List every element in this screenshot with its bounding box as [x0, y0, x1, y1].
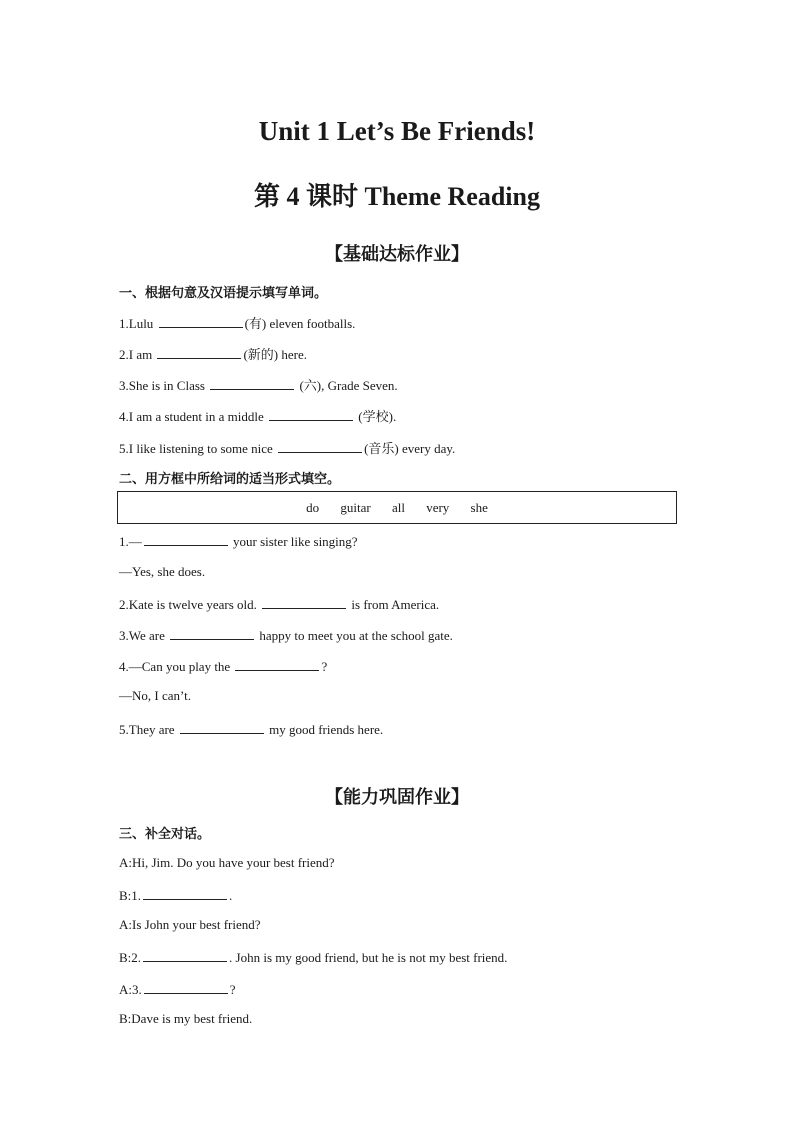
answer-line: —No, I can’t.	[119, 688, 191, 703]
word-box-item: all	[391, 500, 405, 515]
dialogue-text: ?	[229, 982, 236, 997]
question-text: your sister like singing?	[233, 534, 358, 549]
answer-blank[interactable]	[143, 886, 227, 900]
answer-blank[interactable]	[157, 345, 241, 359]
question-text: my good friends here.	[269, 722, 384, 737]
answer-blank[interactable]	[170, 626, 254, 640]
dialogue-line	[119, 980, 236, 998]
question-line	[119, 438, 455, 457]
question-line	[119, 313, 355, 332]
question-text: 5.I like listening to some nice	[119, 441, 273, 456]
question-text: 4.I am a student in a middle	[119, 409, 264, 424]
question-text: ?	[321, 659, 328, 674]
answer-blank[interactable]	[269, 407, 353, 421]
word-box-item: very	[426, 500, 450, 515]
question-line	[119, 375, 398, 394]
answer-blank[interactable]	[180, 720, 264, 734]
question-line	[119, 626, 453, 644]
question-text: 2.Kate is twelve years old.	[119, 597, 257, 612]
page-subtitle: 第 4 课时 Theme Reading	[253, 182, 540, 211]
word-box-item: guitar	[340, 500, 371, 515]
dialogue-line: A:Hi, Jim. Do you have your best friend?	[119, 855, 335, 870]
page-title: Unit 1 Let’s Be Friends!	[258, 116, 536, 146]
question-line	[119, 657, 327, 675]
question-line	[119, 406, 396, 425]
dialogue-line: A:Is John your best friend?	[119, 917, 261, 932]
answer-blank[interactable]	[144, 532, 228, 546]
word-box-item: she	[470, 500, 488, 515]
question-text: 1.Lulu	[119, 316, 154, 331]
question-text: (音乐) every day.	[364, 441, 456, 456]
question-text: (学校).	[358, 409, 397, 424]
dialogue-text: B:2.	[119, 950, 142, 965]
dialogue-text: A:3.	[119, 982, 142, 997]
question-line	[119, 595, 439, 613]
dialogue-line	[119, 886, 232, 904]
question-text: happy to meet you at the school gate.	[259, 628, 453, 643]
answer-blank[interactable]	[210, 376, 294, 390]
question-text: 4.—Can you play the	[119, 659, 231, 674]
dialogue-line	[119, 948, 507, 966]
question-text: 5.They are	[119, 722, 175, 737]
part2-heading: 二、用方框中所给词的适当形式填空。	[119, 472, 341, 487]
section-heading-basic: 【基础达标作业】	[325, 244, 469, 265]
dialogue-line: B:Dave is my best friend.	[119, 1011, 253, 1026]
dialogue-text: . John is my good friend, but he is not my best friend.	[229, 950, 508, 965]
answer-line: —Yes, she does.	[119, 564, 206, 579]
part1-heading: 一、根据句意及汉语提示填写单词。	[119, 286, 328, 301]
question-line	[119, 532, 358, 550]
answer-blank[interactable]	[159, 314, 243, 328]
question-text: is from America.	[351, 597, 440, 612]
section-heading-ability: 【能力巩固作业】	[325, 787, 469, 808]
question-text: 3.We are	[119, 628, 165, 643]
question-text: 2.I am	[119, 347, 153, 362]
answer-blank[interactable]	[278, 439, 362, 453]
question-text: (有) eleven footballs.	[244, 316, 356, 331]
question-text: 1.—	[119, 534, 142, 549]
question-text: (六), Grade Seven.	[299, 378, 398, 393]
answer-blank[interactable]	[235, 657, 319, 671]
answer-blank[interactable]	[262, 595, 346, 609]
question-line	[119, 720, 383, 738]
dialogue-text: .	[229, 888, 233, 903]
word-box-item: do	[306, 500, 320, 515]
question-text: (新的) here.	[243, 347, 307, 362]
part3-heading: 三、补全对话。	[119, 827, 211, 842]
answer-blank[interactable]	[144, 980, 228, 994]
answer-blank[interactable]	[143, 948, 227, 962]
question-line	[119, 344, 307, 363]
dialogue-text: B:1.	[119, 888, 142, 903]
word-box	[117, 491, 677, 524]
question-text: 3.She is in Class	[119, 378, 205, 393]
